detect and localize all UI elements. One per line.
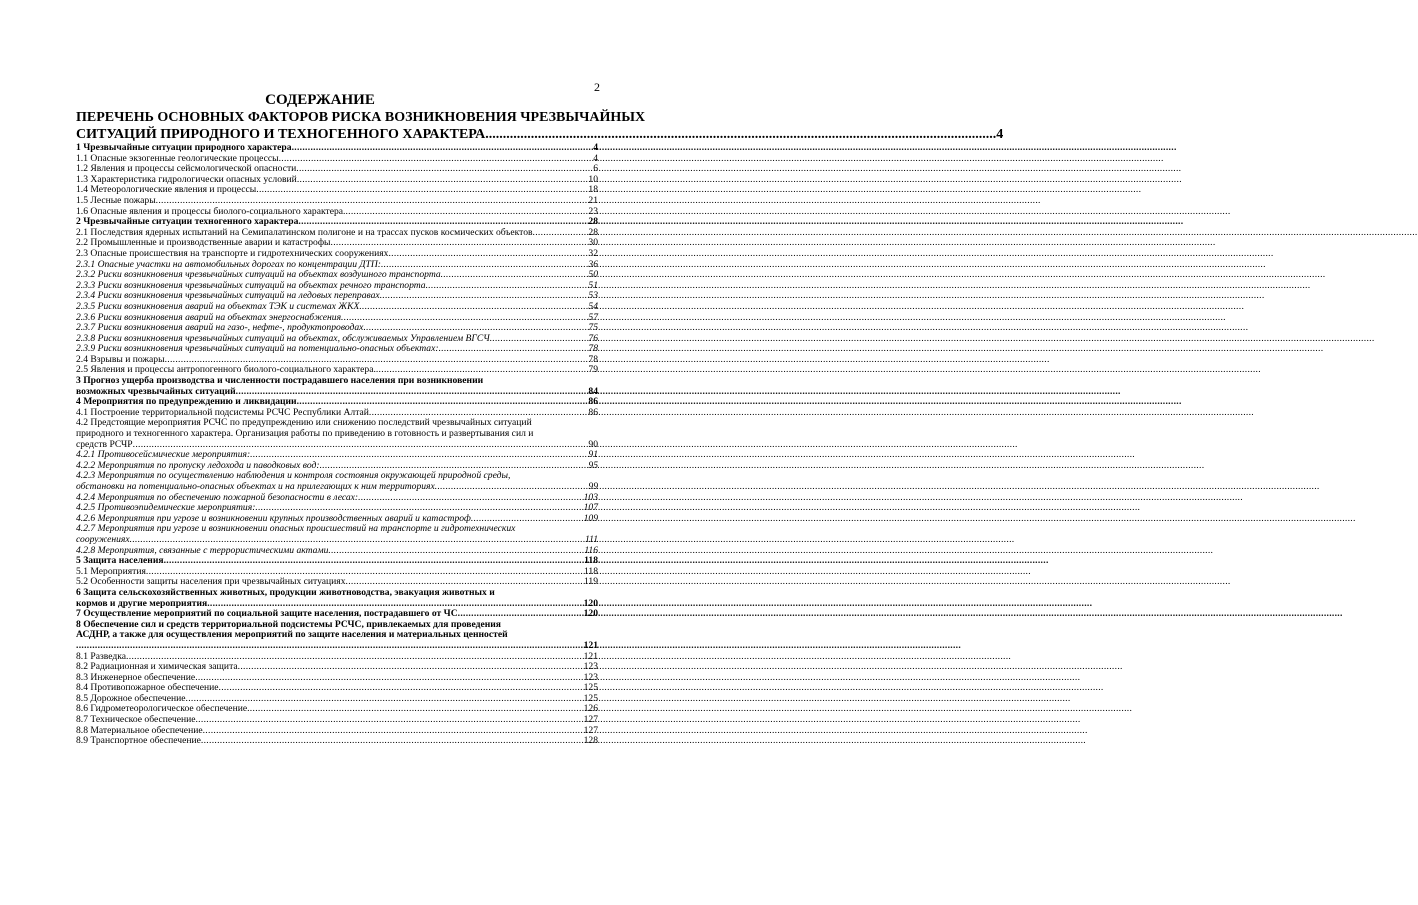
toc-entry[interactable] [76, 620, 598, 652]
toc-entry-page: 109 [583, 512, 598, 524]
toc-entry-page: 28 [588, 216, 598, 228]
toc-entry-text: 5.2 Особенности защиты населения при чрезвычайных ситуациях [76, 576, 346, 588]
toc-entry-text: 2.3 Опасные происшествия на транспорте и гидротехнических сооружениях [76, 247, 389, 259]
toc-entry-text: 8.5 Дорожное обеспечение [76, 692, 186, 704]
toc-entry-text: 4.2.5 Противоэпидемические мероприятия: [76, 502, 256, 514]
toc-entry-page: 75 [588, 322, 598, 334]
toc-entry-page: 127 [583, 714, 598, 726]
toc-entry-text: 4.2 Предстоящие мероприятия РСЧС по предупреждению или снижению последствий чрезвычайных ситуаций [76, 417, 532, 429]
toc-entry-line [76, 641, 598, 652]
toc-entry-page: 116 [584, 544, 598, 556]
toc-entry-page: 120 [583, 597, 598, 609]
toc-entry-text: 3 Прогноз ущерба производства и численности пострадавшего населения при возникновении [76, 375, 484, 387]
toc-entry-page: 126 [583, 703, 598, 715]
toc-entry-page: 84 [588, 385, 598, 397]
dot-leader [201, 736, 583, 747]
toc-entry-text: 8.6 Гидрометеорологическое обеспечение [76, 703, 248, 715]
toc-entry-text: 2.1 Последствия ядерных испытаний на Семипалатинском полигоне и на трассах пусков космических объектов [76, 226, 533, 238]
toc-entry-text: 2.5 Явления и процессы антропогенного биолого-социального характера. [76, 364, 376, 376]
dot-leader [130, 535, 584, 546]
toc-entry-text: 6 Защита сельскохозяйственных животных, продукции животноводства, эвакуация животных и [76, 586, 495, 598]
toc-entry-text: 8.3 Инженерное обеспечение [76, 671, 196, 683]
toc-entry-text: 2.3.3 Риски возникновения чрезвычайных ситуаций на объектах речного транспорта [76, 279, 426, 291]
toc-entry-text: 7 Осуществление мероприятий по социальной защите населения, пострадавшего от ЧС [76, 608, 458, 620]
toc-entry-text: 8.4 Противопожарное обеспечение [76, 682, 219, 694]
toc-entry-text: природного и техногенного характера. Организация работы по приведению в готовность и развертывания сил и [76, 428, 534, 440]
toc-entry-page: 6 [593, 163, 598, 175]
toc-entry-text: 2.3.1 Опасные участки на автомобильных дорогах по концентрации ДТП: [76, 258, 381, 270]
toc-entry-page: 21 [588, 194, 598, 206]
toc-entry-page: 118 [583, 565, 598, 577]
dot-leader [435, 482, 588, 493]
toc-entry-text: 2.3.9 Риски возникновения чрезвычайных ситуаций на потенциально-опасных объектах: [76, 343, 439, 355]
toc-entry-text: средств РСЧР [76, 438, 133, 450]
toc-entry-text: 2.4 Взрывы и пожары [76, 353, 165, 365]
toc-entry-text: 1.5 Лесные пожары [76, 194, 156, 206]
toc-entry-text: 2.3.6 Риски возникновения аварий на объектах энергоснабжения [76, 311, 342, 323]
toc-entry-page: 86 [588, 406, 598, 418]
toc-entry-text: 1.6 Опасные явления и процессы биолого-социального характера. [76, 205, 346, 217]
toc-entry-text: 1 Чрезвычайные ситуации природного характера [76, 142, 292, 153]
toc-entry[interactable] [76, 524, 598, 545]
toc-entry-text: 8 Обеспечение сил и средств территориальной подсистемы РСЧС, привлекаемых для проведения [76, 618, 501, 630]
toc-entry[interactable] [76, 143, 598, 154]
toc-main-heading[interactable] [76, 109, 1004, 143]
toc-entry-text: 8.1 Разведка [76, 650, 127, 662]
toc-entry-line [76, 482, 598, 493]
toc-entry[interactable] [76, 196, 598, 207]
toc-entry-text: 1.2 Явления и процессы сейсмологической опасности [76, 163, 297, 175]
toc-entry-page: 91 [588, 449, 598, 461]
toc-entry-page: 90 [588, 438, 598, 450]
toc-entry-page: 120 [583, 608, 598, 620]
toc-entry-text: сооружениях [76, 533, 130, 545]
toc-entry-page: 18 [588, 184, 598, 196]
toc-entry-page: 51 [588, 279, 598, 291]
toc-entry-text: 4.2.3 Мероприятия по осуществлению наблюдения и контроля состояния окружающей природной среды, [76, 470, 511, 482]
toc-entry[interactable] [76, 471, 598, 492]
toc-entry-text: 4.2.2 Мероприятия по пропуску ледохода и паводковых вод: [76, 459, 320, 471]
dot-leader [388, 249, 587, 260]
toc-entry-page: 4 [593, 142, 598, 153]
toc-entry-page: 23 [588, 205, 598, 217]
dot-leader [359, 302, 587, 313]
toc-entry-page: 127 [583, 724, 598, 736]
toc-entry[interactable] [76, 418, 598, 450]
toc-entry-page: 78 [588, 353, 598, 365]
toc-entry-text: 8.7 Техническое обеспечение [76, 714, 196, 726]
toc-entry[interactable] [76, 249, 598, 260]
toc-entry-page: 123 [583, 661, 598, 673]
table-of-contents [76, 143, 598, 747]
toc-entry-text: возможных чрезвычайных ситуаций [76, 385, 236, 397]
toc-entry-text: 5 Защита населения [76, 555, 164, 567]
heading-line-2-text: СИТУАЦИЙ ПРИРОДНОГО И ТЕХНОГЕННОГО ХАРАКТЕРА [76, 127, 486, 142]
toc-entry-text: АСДНР, а также для осуществления мероприятий по защите населения и материальных ценностей [76, 629, 508, 641]
dot-leader [156, 196, 588, 207]
page-number: 2 [594, 80, 600, 94]
toc-entry-page: 4 [593, 152, 598, 164]
toc-entry-text: 4 Мероприятия по предупреждению и ликвидации [76, 396, 297, 408]
toc-entry-page: 28 [588, 226, 598, 238]
toc-entry-text: 8.8 Материальное обеспечение [76, 724, 203, 736]
toc-entry-page: 50 [588, 269, 598, 281]
toc-entry-page: 30 [588, 237, 598, 249]
toc-entry-page: 78 [588, 343, 598, 355]
toc-entry-page: 79 [588, 364, 598, 376]
toc-entry[interactable] [76, 376, 598, 397]
heading-line-1: ПЕРЕЧЕНЬ ОСНОВНЫХ ФАКТОРОВ РИСКА ВОЗНИКНОВЕНИЯ ЧРЕЗВЫЧАЙНЫХ [76, 110, 646, 125]
toc-entry-page: 53 [588, 290, 598, 302]
toc-entry-text: 4.2.8 Мероприятия, связанные с террористическими актами [76, 544, 329, 556]
toc-entry-text: 8.2 Радиационная и химическая защита [76, 661, 238, 673]
toc-entry-text: кормов и другие мероприятия [76, 597, 208, 609]
page-title: СОДЕРЖАНИЕ [265, 92, 375, 108]
toc-entry-text: 4.2.7 Мероприятия при угрозе и возникновении опасных происшествий на транспорте и гидротехнических [76, 523, 516, 535]
toc-entry-page: 10 [588, 173, 598, 185]
toc-entry[interactable] [76, 302, 598, 313]
toc-entry-text: 2.3.7 Риски возникновения аварий на газо-, нефте-, продуктопроводах [76, 322, 364, 334]
toc-entry-line [76, 736, 598, 747]
toc-entry-page: 57 [588, 311, 598, 323]
toc-entry-page: 54 [588, 300, 598, 312]
toc-entry-line [76, 302, 598, 313]
toc-entry-page: 125 [583, 692, 598, 704]
heading-page: 4 [996, 127, 1004, 142]
toc-entry-page: 103 [583, 491, 598, 503]
toc-entry-page: 125 [583, 682, 598, 694]
toc-entry-line [76, 535, 598, 546]
toc-entry-text: 5.1 Мероприятия [76, 565, 146, 577]
dot-leader [76, 641, 583, 652]
toc-entry-line [76, 143, 598, 154]
toc-entry-text: 4.2.1 Противосейсмические мероприятия: [76, 449, 251, 461]
toc-entry-page: 76 [588, 332, 598, 344]
toc-entry-page: 128 [583, 735, 598, 747]
toc-entry-text: 4.1 Построение территориальной подсистемы РСЧС Республики Алтай [76, 406, 369, 418]
toc-entry-page: 121 [583, 639, 598, 651]
toc-entry-text: 2.3.2 Риски возникновения чрезвычайных ситуаций на объектах воздушного транспорта [76, 269, 441, 281]
toc-entry[interactable] [76, 588, 598, 609]
toc-entry-page: 107 [583, 502, 598, 514]
toc-entry-text: 8.9 Транспортное обеспечение [76, 735, 201, 747]
toc-entry-page: 32 [588, 247, 598, 259]
toc-entry-line [76, 588, 598, 599]
toc-entry-text: 2 Чрезвычайные ситуации техногенного характера [76, 216, 299, 228]
toc-entry-text: 1.1 Опасные экзогенные геологические процессы [76, 152, 279, 164]
dot-leader [292, 143, 593, 154]
toc-entry-line [76, 249, 598, 260]
toc-entry-text: 1.3 Характеристика гидрологически опасных условий [76, 173, 297, 185]
toc-entry-text: 4.2.6 Мероприятия при угрозе и возникновении крупных производственных аварий и катастроф [76, 512, 471, 524]
toc-entry-text: 2.3.8 Риски возникновения чрезвычайных ситуаций на объектах, обслуживаемых Управлением ВГСЧ [76, 332, 490, 344]
toc-entry-page: 95 [588, 459, 598, 471]
toc-entry-page: 121 [583, 650, 598, 662]
toc-entry-page: 118 [584, 555, 598, 567]
toc-entry-line [76, 196, 598, 207]
toc-entry-page: 111 [585, 533, 598, 545]
toc-entry-page: 123 [583, 671, 598, 683]
toc-entry-text: 2.3.4 Риски возникновения чрезвычайных ситуаций на ледовых переправах [76, 290, 380, 302]
toc-entry[interactable] [76, 736, 598, 747]
toc-entry-page: 86 [588, 396, 598, 408]
dot-leader [485, 126, 996, 143]
toc-entry-text: 2.3.5 Риски возникновения аварий на объектах ТЭК и системах ЖКХ [76, 300, 360, 312]
toc-entry-page: 99 [588, 481, 598, 492]
toc-entry-text: 1.4 Метеорологические явления и процессы [76, 184, 257, 196]
toc-entry-text: обстановки на потенциально-опасных объектах и на прилегающих к ним территориях [76, 481, 435, 492]
toc-entry-text: 4.2.4 Мероприятия по обеспечению пожарной безопасности в лесах: [76, 491, 359, 503]
heading-line-2 [76, 126, 1004, 143]
toc-entry-page: 119 [583, 576, 598, 588]
toc-entry-page: 36 [588, 258, 598, 270]
toc-entry-text: 2.2 Промышленные и производственные аварии и катастрофы [76, 237, 331, 249]
